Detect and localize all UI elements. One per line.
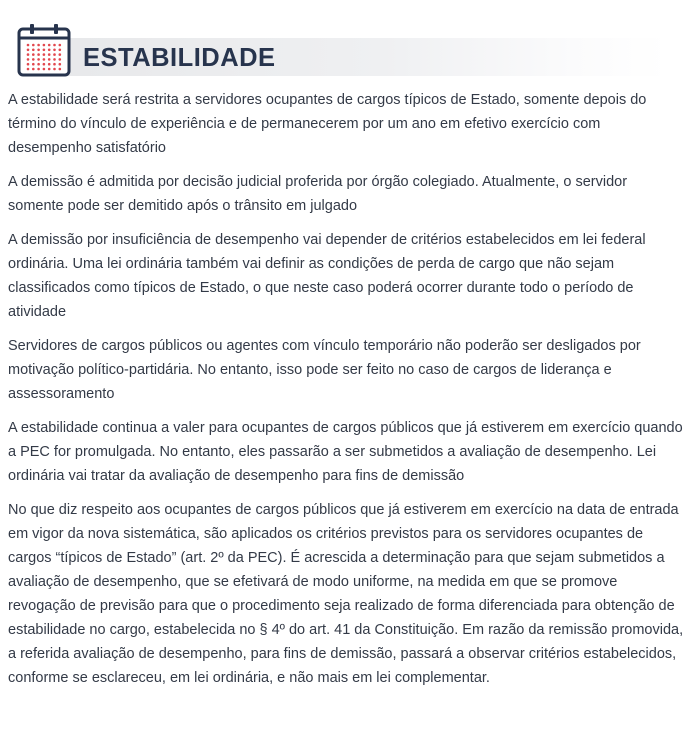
section-header (13, 21, 668, 78)
paragraph-6: No que diz respeito aos ocupantes de cargos públicos que já estiverem em exercício na data de entrada em vigor da nova sistemática, são aplicados os critérios previstos para os servidores ocupantes de cargos “típicos de Estado” (art. 2º da PEC). É acrescida a determinação para que sejam submetidos a avaliação de desempenho, que se efetivará de modo uniforme, na medida em que se promove revogação de previsão para que o procedimento seja realizado de forma diferenciada para obtenção de estabilidade no cargo, estabelecida no § 4º do art. 41 da Constituição. Em razão da remissão promovida, a referida avaliação de desempenho, para fins de demissão, passará a observar critérios estabelecidos, conforme se esclareceu, em lei ordinária, e não mais em lei complementar. (8, 502, 684, 686)
calendar-icon (16, 22, 72, 77)
paragraph-2: A demissão é admitida por decisão judicial proferida por órgão colegiado. Atualmente, o servidor somente pode ser demitido após o trânsito em julgado (8, 174, 628, 214)
paragraph-5: A estabilidade continua a valer para ocupantes de cargos públicos que já estiverem em exercício quando a PEC for promulgada. No entanto, eles passarão a ser submetidos a avaliação de desempenho. Lei ordinária vai tratar da avaliação de desempenho para fins de demissão (8, 420, 683, 484)
page-title: ESTABILIDADE (83, 44, 276, 72)
paragraph-3: A demissão por insuficiência de desempenho vai depender de critérios estabelecidos em lei federal ordinária. Uma lei ordinária também vai definir as condições de perda de cargo que não sejam classificados como típicos de Estado, o que neste caso poderá ocorrer durante todo o período de atividade (8, 232, 646, 320)
paragraph-1: A estabilidade será restrita a servidores ocupantes de cargos típicos de Estado, somente depois do término do vínculo de experiência e de permanecerem por um ano em efetivo exercício com desempenho satisfatório (8, 92, 647, 156)
article-body (8, 88, 686, 700)
paragraph-4: Servidores de cargos públicos ou agentes com vínculo temporário não poderão ser desligados por motivação político-partidária. No entanto, isso pode ser feito no caso de cargos de liderança e assessoramento (8, 338, 641, 402)
